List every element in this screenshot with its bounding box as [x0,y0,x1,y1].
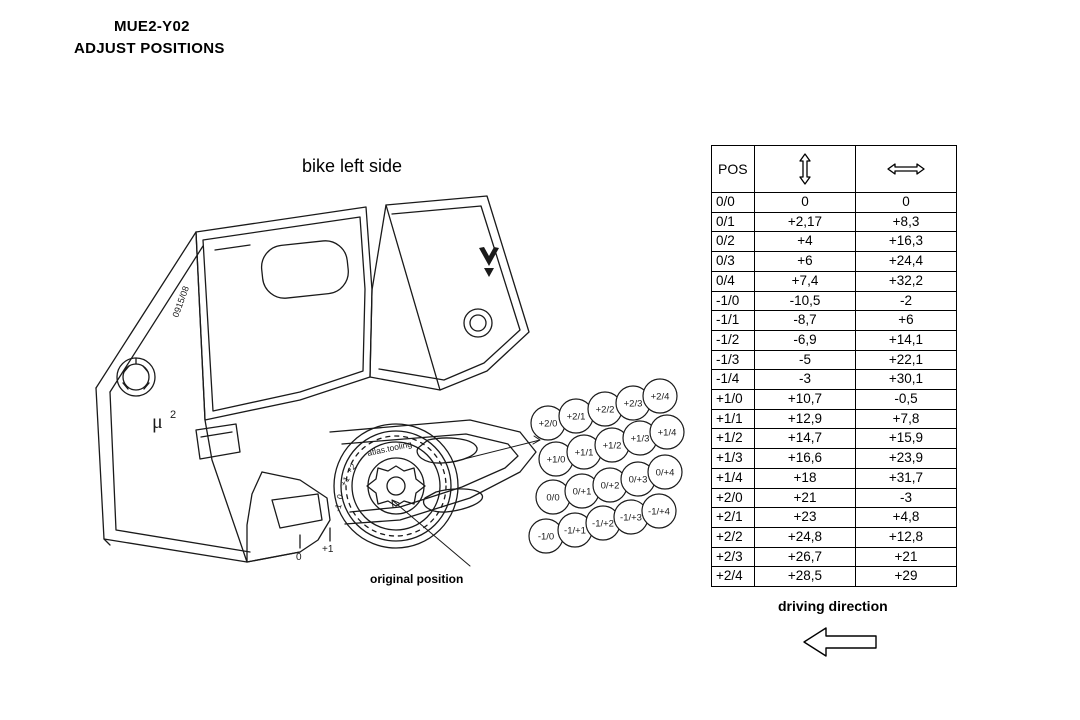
header-vertical [755,146,856,193]
original-position-label: original position [370,572,464,586]
page-title: ADJUST POSITIONS [74,39,225,57]
position-bubble [648,455,682,489]
table-row [712,468,957,488]
position-bubble-label: 0/0 [546,492,560,504]
table-row [712,193,957,213]
cell-horizontal: -3 [856,488,957,508]
table-row [712,508,957,528]
cell-pos: -1/4 [712,370,755,390]
cell-horizontal: +23,9 [856,449,957,469]
table-row [712,291,957,311]
cell-horizontal: +24,4 [856,252,957,272]
position-bubble-label: +1/0 [546,454,566,466]
cell-horizontal: +4,8 [856,508,957,528]
svg-text:+1: +1 [322,544,334,555]
position-bubble [642,494,676,528]
cell-horizontal: +12,8 [856,527,957,547]
cell-pos: +1/1 [712,409,755,429]
cell-pos: +1/4 [712,468,755,488]
table-row [712,311,957,331]
cell-vertical: -3 [755,370,856,390]
cell-pos: +2/3 [712,547,755,567]
position-bubble-label: -1/+2 [592,518,614,530]
cell-pos: -1/2 [712,330,755,350]
cell-vertical: +10,7 [755,390,856,410]
table-body [712,193,957,587]
cell-vertical: +21 [755,488,856,508]
position-bubble [529,519,563,553]
table-row [712,429,957,449]
table-row [712,212,957,232]
svg-text:+2: +2 [344,461,358,476]
position-bubble-label: -1/0 [537,531,555,543]
cell-vertical: +4 [755,232,856,252]
cell-vertical: +18 [755,468,856,488]
svg-text:2: 2 [170,409,177,421]
cell-vertical: +7,4 [755,271,856,291]
vertical-double-arrow-icon [755,152,855,186]
part-code: MUE2-Y02 [114,18,190,35]
cell-vertical: +2,17 [755,212,856,232]
svg-text:atlas.tooling: atlas.tooling [366,438,413,458]
adjust-positions-table [711,145,957,587]
svg-text:+1: +1 [338,474,352,488]
cell-vertical: +23 [755,508,856,528]
position-bubble-label: +2/0 [538,418,558,430]
table-row [712,547,957,567]
table-row [712,449,957,469]
cell-pos: 0/2 [712,232,755,252]
table-header-row [712,146,957,193]
table-row [712,330,957,350]
cell-horizontal: +22,1 [856,350,957,370]
cell-pos: +1/3 [712,449,755,469]
position-bubble-label: +1/4 [657,427,677,439]
position-bubble [650,415,684,449]
cell-pos: +1/0 [712,390,755,410]
cell-horizontal: 0 [856,193,957,213]
table-row [712,252,957,272]
cell-horizontal: +8,3 [856,212,957,232]
table-row [712,232,957,252]
cell-pos: -1/3 [712,350,755,370]
table-row [712,390,957,410]
part-number-text: 0915/08 [170,284,192,319]
cell-vertical: +16,6 [755,449,856,469]
cell-horizontal: +30,1 [856,370,957,390]
cell-horizontal: +14,1 [856,330,957,350]
position-bubble-label: 0/+1 [572,486,592,498]
position-bubble-label: +2/4 [650,391,670,403]
cell-vertical: 0 [755,193,856,213]
cell-horizontal: +6 [856,311,957,331]
position-bubble [536,480,570,514]
cell-vertical: +24,8 [755,527,856,547]
cell-pos: +2/2 [712,527,755,547]
position-bubble-label: +1/3 [630,433,650,445]
adjust-positions-table-wrapper [711,145,957,587]
cell-vertical: -8,7 [755,311,856,331]
cell-vertical: +6 [755,252,856,272]
cell-pos: +1/2 [712,429,755,449]
position-bubble-label: 0/+4 [655,467,675,479]
cell-horizontal: +29 [856,567,957,587]
cell-vertical: +28,5 [755,567,856,587]
cell-pos: -1/0 [712,291,755,311]
cell-vertical: -10,5 [755,291,856,311]
cell-vertical: -5 [755,350,856,370]
cell-vertical: +26,7 [755,547,856,567]
cell-vertical: +12,9 [755,409,856,429]
table-row [712,370,957,390]
cell-horizontal: +15,9 [856,429,957,449]
table-row [712,409,957,429]
cell-horizontal: +7,8 [856,409,957,429]
cell-pos: 0/0 [712,193,755,213]
position-bubble-label: -1/+4 [648,506,670,518]
cell-pos: +2/1 [712,508,755,528]
cell-horizontal: +21 [856,547,957,567]
position-bubble-label: 0/+2 [600,480,620,492]
cell-vertical: +14,7 [755,429,856,449]
cell-pos: 0/3 [712,252,755,272]
driving-direction-label: driving direction [778,598,888,614]
position-bubble-label: +2/2 [595,404,615,416]
position-bubble-label: +2/3 [623,398,643,410]
position-bubble [643,379,677,413]
table-row [712,350,957,370]
svg-text:μ: μ [152,411,163,433]
cell-vertical: -6,9 [755,330,856,350]
header-pos: POS [712,146,755,193]
position-bubble-label: +1/2 [602,440,622,452]
left-arrow-icon [800,622,880,667]
cell-pos: +2/4 [712,567,755,587]
cell-pos: +2/0 [712,488,755,508]
table-row [712,271,957,291]
bike-side-label: bike left side [302,156,403,176]
position-bubble-label: -1/+1 [564,525,586,537]
cell-pos: -1/1 [712,311,755,331]
cell-horizontal: +16,3 [856,232,957,252]
table-row [712,488,957,508]
position-bubble [559,399,593,433]
cell-horizontal: +31,7 [856,468,957,488]
cell-horizontal: +32,2 [856,271,957,291]
position-bubble-label: +2/1 [566,411,586,423]
position-bubble-label: -1/+3 [620,512,642,524]
cell-horizontal: -0,5 [856,390,957,410]
svg-text:-1: -1 [332,502,344,513]
svg-text:0: 0 [296,552,302,563]
cell-pos: 0/4 [712,271,755,291]
table-row [712,527,957,547]
svg-text:0: 0 [334,492,346,501]
cell-horizontal: -2 [856,291,957,311]
header-horizontal [856,146,957,193]
cell-pos: 0/1 [712,212,755,232]
horizontal-double-arrow-icon [856,160,956,178]
position-bubble-label: 0/+3 [628,474,648,486]
position-bubble-label: +1/1 [574,447,594,459]
table-row [712,567,957,587]
